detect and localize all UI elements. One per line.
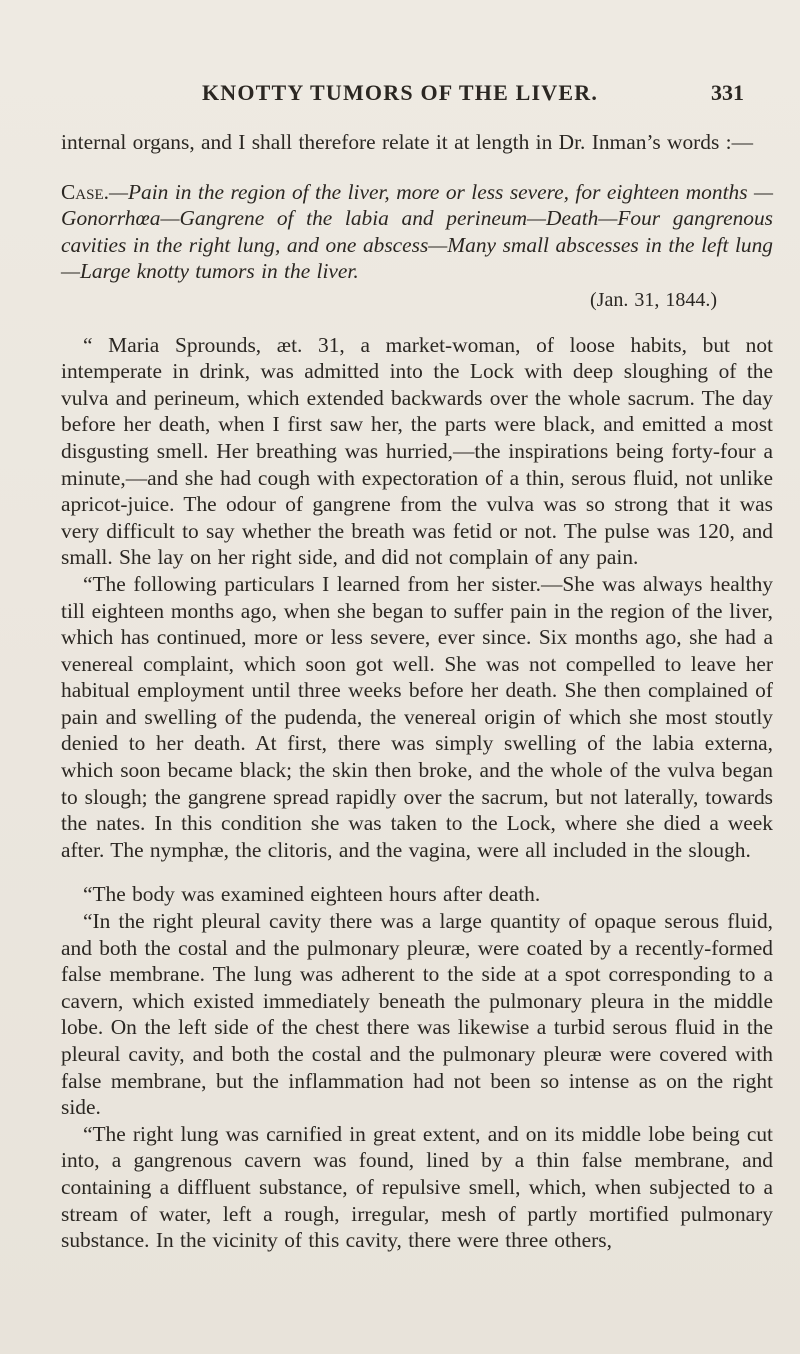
paragraph-pleural-cavity: “In the right pleural cavity there was a large quantity of opaque serous fluid, and both the costal and the pulmonary pleuræ, were coated by a recently-formed false membrane. The lung was adherent to the side at a spot corresponding to a cavern, which existed immediately beneath the pulmonary pleura in the middle lobe. On the left side of the chest there was likewise a turbid serous fluid in the pleural cavity, and both the costal and the pulmonary pleuræ were covered with false membrane, but the inflammation had not been so intense as on the right side. [61,909,773,1120]
case-date: (Jan. 31, 1844.) [590,288,717,311]
running-title: KNOTTY TUMORS OF THE LIVER. [201,80,599,105]
case-heading [61,179,773,285]
page-body [61,129,773,1254]
case-label: Case. [61,179,109,204]
case-summary: —Pain in the region of the liver, more or less severe, for eighteen months —Gonorrhœa—Gangrene of the labia and perineum—Death—Four gangrenous cavities in the right lung, and one abscess—Many small abscesses in the left lung—Large knotty tumors in the liver. [61,179,773,284]
page-number: 331 [711,80,744,105]
running-head [48,80,752,112]
intro-paragraph: internal organs, and I shall therefore relate it at length in Dr. Inman’s words :— [61,130,753,154]
paragraph-admission: “ Maria Sprounds, æt. 31, a market-woman, of loose habits, but not intemperate in drink, was admitted into the Lock with deep sloughing of the vulva and perineum, which extended backwards over the whole sacrum. The day before her death, when I first saw her, the parts were black, and emitted a most disgusting smell. Her breathing was hurried,—the inspirations being forty-four a minute,—and she had cough with expectoration of a thin, serous fluid, not unlike apricot-juice. The odour of gangrene from the vulva was so strong that it was very difficult to say whether the breath was fetid or not. The pulse was 120, and small. She lay on her right side, and did not complain of any pain. [61,332,773,570]
paragraph-history: “The following particulars I learned from her sister.—She was always healthy till eighteen months ago, when she began to suffer pain in the region of the liver, which has continued, more or less severe, ever since. Six months ago, she had a venereal complaint, which soon got well. She was not compelled to leave her habitual employment until three weeks before her death. She then complained of pain and swelling of the pudenda, the venereal origin of which she most stoutly denied to her death. At first, there was simply swelling of the labia externa, which soon became black; the skin then broke, and the whole of the vulva began to slough; the gangrene spread rapidly over the sacrum, but not laterally, towards the nates. In this condition she was taken to the Lock, where she died a week after. The nymphæ, the clitoris, and the vagina, were all included in the slough. [61,571,773,862]
paragraph-right-lung: “The right lung was carnified in great extent, and on its middle lobe being cut into, a gangrenous cavern was found, lined by a thin false membrane, and containing a diffluent substance, of repulsive smell, which, when subjected to a stream of water, left a rough, irregular, mesh of partly mortified pulmonary substance. In the vicinity of this cavity, there were three others, [61,1121,773,1253]
paragraph-examination: “The body was examined eighteen hours after death. [83,882,541,907]
